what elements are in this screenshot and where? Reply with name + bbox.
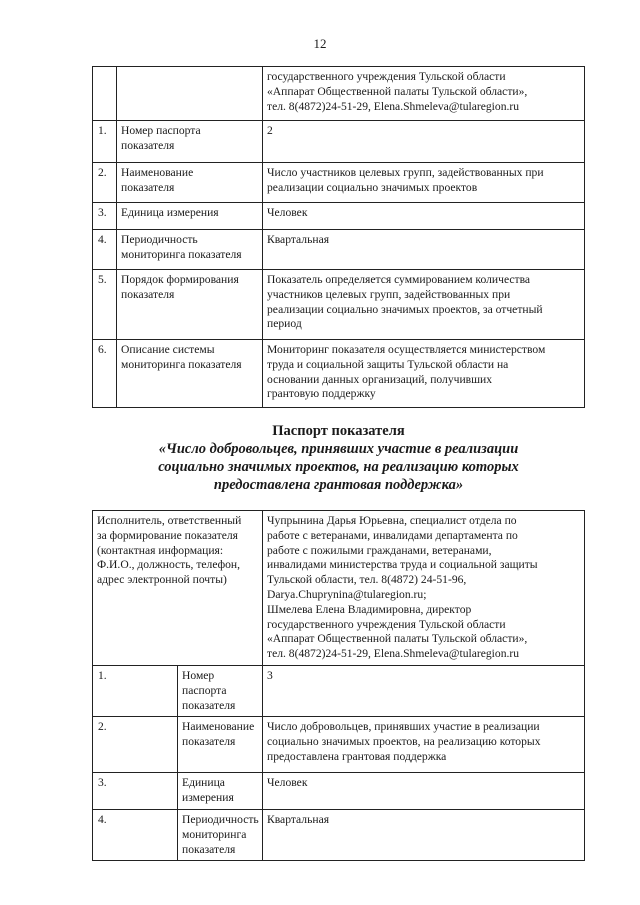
executor-label: Исполнитель, ответственный за формирование показателя (контактная информация: Ф.И.О., должность, телефон, адрес электронной почты) xyxy=(93,511,263,666)
table-row: 2. Наименование показателя Число добровольцев, принявших участие в реализации социально значимых проектов, на реализацию которых предоставлена грантовая поддержка xyxy=(93,717,585,773)
table-row: 4. Периодичность мониторинга показателя Квартальная xyxy=(93,230,585,270)
executor-contact-continuation: государственного учреждения Тульской области «Аппарат Общественной палаты Тульской области», тел. 8(4872)24-51-29, Elena.Shmeleva@tularegion.ru xyxy=(263,67,585,121)
indicator-passport-table-3 xyxy=(92,510,585,861)
table-row: 2. Наименование показателя Число участников целевых групп, задействованных при реализации социально значимых проектов xyxy=(93,163,585,203)
table-row: 1. Номер паспорта показателя 2 xyxy=(93,121,585,163)
passport-heading: Паспорт показателя «Число добровольцев, принявших участие в реализации социально значимых проектов, на реализацию которых предоставлена грантовая поддержка» xyxy=(92,422,585,494)
table-row xyxy=(93,511,585,666)
table-row: 1. Номер паспорта показателя 3 xyxy=(93,665,585,716)
table-row: 3. Единица измерения Человек xyxy=(93,203,585,230)
table-row: 4. Периодичность мониторинга показателя Квартальная xyxy=(93,809,585,860)
page-number: 12 xyxy=(313,36,327,51)
table-row: 3. Единица измерения Человек xyxy=(93,773,585,810)
executor-contact-value: Чупрынина Дарья Юрьевна, специалист отдела по работе с ветеранами, инвалидами департамента по работе с пожилыми гражданами, ветеранами, инвалидами министерства труда и социальной защиты Тульской области, тел. 8(4872) 24-51-96, Darya.Chuprynina@tularegion.ru; Шмелева Елена Владимировна, директор государственного учреждения Тульской области «Аппарат Общественной палаты Тульской области», тел. 8(4872)24-51-29, Elena.Shmeleva@tularegion.ru xyxy=(263,511,585,666)
table-row: 5. Порядок формирования показателя Показатель определяется суммированием количества участников целевых групп, задействованных при реализации социально значимых проектов, за отчетный период xyxy=(93,270,585,340)
table-row xyxy=(93,67,585,121)
passport-title: Паспорт показателя xyxy=(272,423,405,439)
table-row: 6. Описание системы мониторинга показателя Мониторинг показателя осуществляется министерством труда и социальной защиты Тульской области на основании данных организаций, получивших грантовую поддержку xyxy=(93,340,585,408)
indicator-passport-table-2 xyxy=(92,66,585,408)
